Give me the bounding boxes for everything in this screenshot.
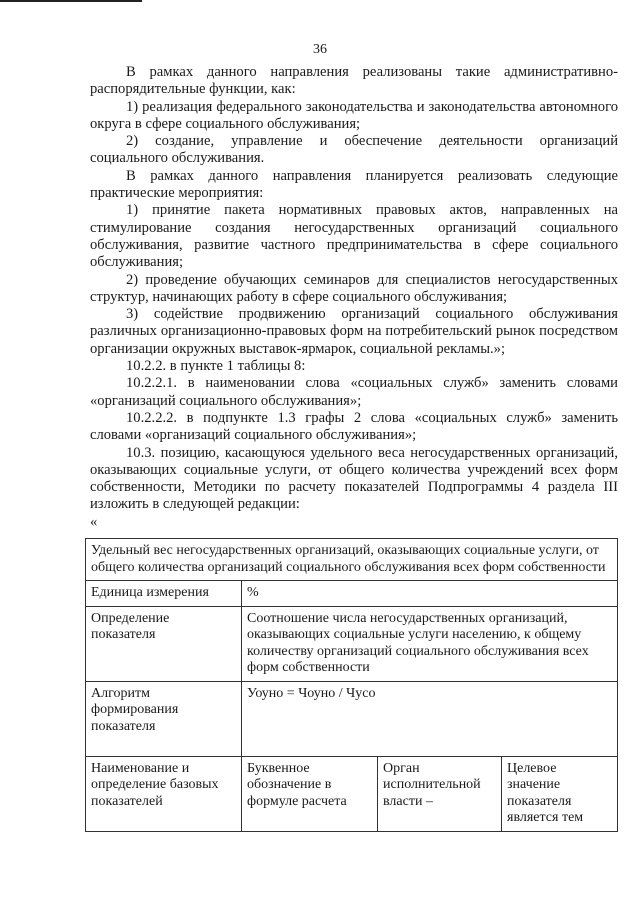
paragraph: 10.2.2. в пункте 1 таблицы 8: — [126, 358, 306, 375]
document-body — [90, 64, 618, 531]
page-number: 36 — [313, 42, 327, 57]
header-rule — [0, 0, 142, 2]
table-label-cell: Наименование и определение базовых показателей — [86, 756, 242, 831]
table-label-cell: Алгоритм формирования показателя — [86, 681, 242, 756]
table-title-cell: Удельный вес негосударственных организаций, оказывающих социальные услуги, от общего количества организаций социального обслуживания всех форм собственности — [86, 539, 618, 581]
table-row — [86, 606, 618, 681]
table-label-cell: Определение показателя — [86, 606, 242, 681]
paragraph: 10.3. позицию, касающуюся удельного веса негосударственных организаций, оказывающих социальные услуги, от общего количества учреждений всех форм собственности, Методики по расчету показателей Подпрограммы 4 раздела III изложить в следующей редакции: — [90, 444, 618, 513]
paragraph: 1) принятие пакета нормативных правовых актов, направленных на стимулирование создания негосударственных организаций социального обслуживания, развитие частного предпринимательства в сфере социального обслуживания; — [90, 202, 618, 271]
paragraph: В рамках данного направления планируется реализовать следующие практические мероприятия: — [90, 167, 618, 202]
table-value-cell: Орган исполнительной власти – — [378, 756, 502, 831]
table-row — [86, 681, 618, 756]
table-value-cell: Целевое значение показателя является тем — [502, 756, 618, 831]
paragraph: 3) содействие продвижению организаций социального обслуживания различных организационно-правовых форм на потребительский рынок посредством организации окружных выставок-ярмарок, социальной рекламы.»; — [90, 306, 618, 357]
table-value-cell: Соотношение числа негосударственных организаций, оказывающих социальные услуги населению, к общему количеству организаций социального обслуживания всех форм собственности — [242, 606, 618, 681]
table-value-cell: Уоуно = Чоуно / Чусо — [242, 681, 618, 756]
opening-quote: « — [90, 513, 98, 530]
paragraph: 1) реализация федерального законодательства и законодательства автономного округа в сфере социального обслуживания; — [90, 98, 618, 132]
table-value-cell: Буквенное обозначение в формуле расчета — [242, 756, 378, 831]
table-value-cell: % — [242, 581, 618, 607]
table-row — [86, 756, 618, 831]
paragraph: 10.2.2.1. в наименовании слова «социальных служб» заменить словами «организаций социального обслуживания»; — [90, 375, 618, 409]
paragraph: В рамках данного направления реализованы такие административно-распорядительные функции, как: — [90, 64, 618, 98]
indicator-table — [85, 538, 618, 832]
table-label-cell: Единица измерения — [86, 581, 242, 607]
paragraph: 10.2.2.2. в подпункте 1.3 графы 2 слова «социальных служб» заменить словами «организаций социального обслуживания»; — [90, 409, 618, 444]
table-row — [86, 581, 618, 607]
table-row — [86, 539, 618, 581]
paragraph: 2) создание, управление и обеспечение деятельности организаций социального обслуживания. — [90, 133, 618, 167]
paragraph: 2) проведение обучающих семинаров для специалистов негосударственных структур, начинающих работу в сфере социального обслуживания; — [90, 271, 618, 305]
